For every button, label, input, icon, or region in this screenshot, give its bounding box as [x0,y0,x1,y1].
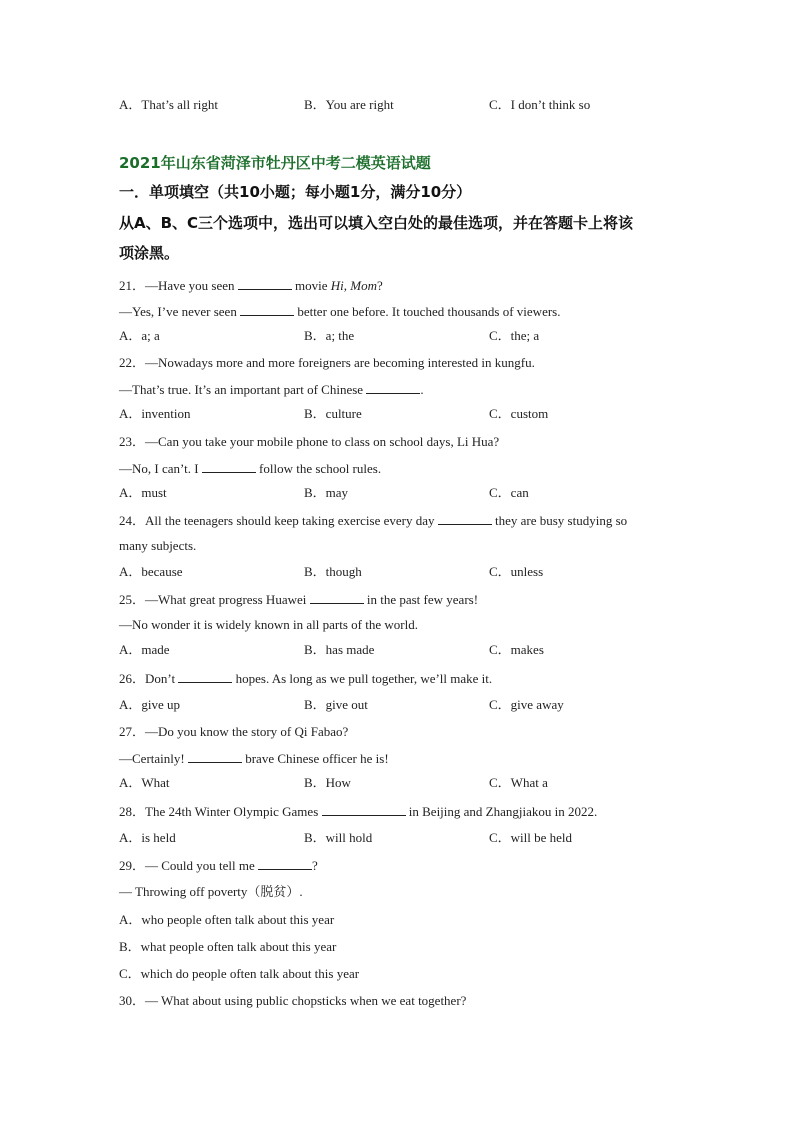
answer-blank [240,303,294,316]
question-text: . [420,382,424,397]
q24-option-a: A．because [119,564,183,579]
question-text: 26．Don’t [119,671,176,686]
question-21 [119,277,383,294]
q25-option-c: C．makes [489,642,544,657]
q21-option-a: A．a; a [119,328,160,343]
q29-option-c: C．which do people often talk about this year [119,966,360,981]
question-22: 22．—Nowadays more and more foreigners are becoming interested in kungfu. [119,355,535,370]
question-text: —No, I can’t. I [119,461,199,476]
q26-option-c: C．give away [489,697,564,712]
question-text: 24．All the teenagers should keep taking exercise every day [119,513,435,528]
q26-option-b: B．give out [304,697,368,712]
question-22-reply [119,381,424,398]
question-text: —Yes, I’ve never seen [119,304,237,319]
q21-option-c: C．the; a [489,328,540,343]
question-24 [119,512,627,529]
question-27: 27．—Do you know the story of Qi Fabao? [119,724,349,739]
question-text: ? [312,858,318,873]
question-27-reply [119,750,389,767]
question-text: in the past few years! [366,592,479,607]
question-text: better one before. It touched thousands of viewers. [297,304,561,319]
question-28 [119,803,597,820]
question-26 [119,670,492,687]
question-25 [119,591,478,608]
answer-blank [202,460,256,473]
q22-option-c: C．custom [489,406,549,421]
q29-option-b: B．what people often talk about this year [119,939,337,954]
answer-blank [310,591,364,604]
answer-blank [188,750,242,763]
answer-blank [322,803,406,816]
q24-option-b: B．though [304,564,362,579]
q25-option-b: B．has made [304,642,375,657]
q25-option-a: A．made [119,642,170,657]
question-text: follow the school rules. [259,461,382,476]
question-30: 30．— What about using public chopsticks when we eat together? [119,993,467,1008]
section-instruction: 从A、B、C三个选项中，选出可以填入空白处的最佳选项，并在答题卡上将该 [119,214,634,232]
q27-option-c: C．What a [489,775,548,790]
question-25-reply: —No wonder it is widely known in all parts of the world. [119,617,418,632]
q22-option-b: B．culture [304,406,362,421]
question-text: 28．The 24th Winter Olympic Games [119,804,319,819]
q24-option-c: C．unless [489,564,544,579]
question-text: 25．—What great progress Huawei [119,592,307,607]
q21-option-b: B．a; the [304,328,355,343]
question-23-reply [119,460,381,477]
answer-blank [258,857,312,870]
question-text: ? [377,278,383,293]
answer-blank [438,512,492,525]
prev-option-c: C．I don’t think so [489,97,591,112]
question-text: 29．— Could you tell me [119,858,255,873]
question-text: —That’s true. It’s an important part of Chinese [119,382,364,397]
prev-option-b: B．You are right [304,97,394,112]
question-21-reply [119,303,560,320]
q27-option-b: B．How [304,775,351,790]
prev-option-a: A．That’s all right [119,97,218,112]
q23-option-c: C．can [489,485,529,500]
exam-title: 2021年山东省菏泽市牡丹区中考二模英语试题 [119,154,431,172]
answer-blank [178,670,232,683]
question-text: —Certainly! [119,751,185,766]
q29-option-a: A．who people often talk about this year [119,912,335,927]
section-instruction-cont: 项涂黑。 [119,244,180,262]
question-24-cont: many subjects. [119,538,197,553]
answer-blank [238,277,292,290]
question-29 [119,857,318,874]
question-text: 21．—Have you seen [119,278,235,293]
q26-option-a: A．give up [119,697,181,712]
question-text: movie [295,278,328,293]
answer-blank [366,381,420,394]
question-text: hopes. As long as we pull together, we’ll make it. [235,671,493,686]
q27-option-a: A．What [119,775,170,790]
question-text: brave Chinese officer he is! [245,751,389,766]
q23-option-b: B．may [304,485,349,500]
q28-option-a: A．is held [119,830,176,845]
question-text: they are busy studying so [495,513,628,528]
q23-option-a: A．must [119,485,167,500]
question-23: 23．—Can you take your mobile phone to class on school days, Li Hua? [119,434,500,449]
q28-option-c: C．will be held [489,830,573,845]
movie-title: Hi, Mom [330,278,377,293]
question-text: in Beijing and Zhangjiakou in 2022. [408,804,598,819]
q28-option-b: B．will hold [304,830,373,845]
question-29-reply: — Throwing off poverty（脱贫）. [119,884,303,899]
section-heading: 一．单项填空（共10小题；每小题1分，满分10分） [119,183,472,201]
q22-option-a: A．invention [119,406,191,421]
